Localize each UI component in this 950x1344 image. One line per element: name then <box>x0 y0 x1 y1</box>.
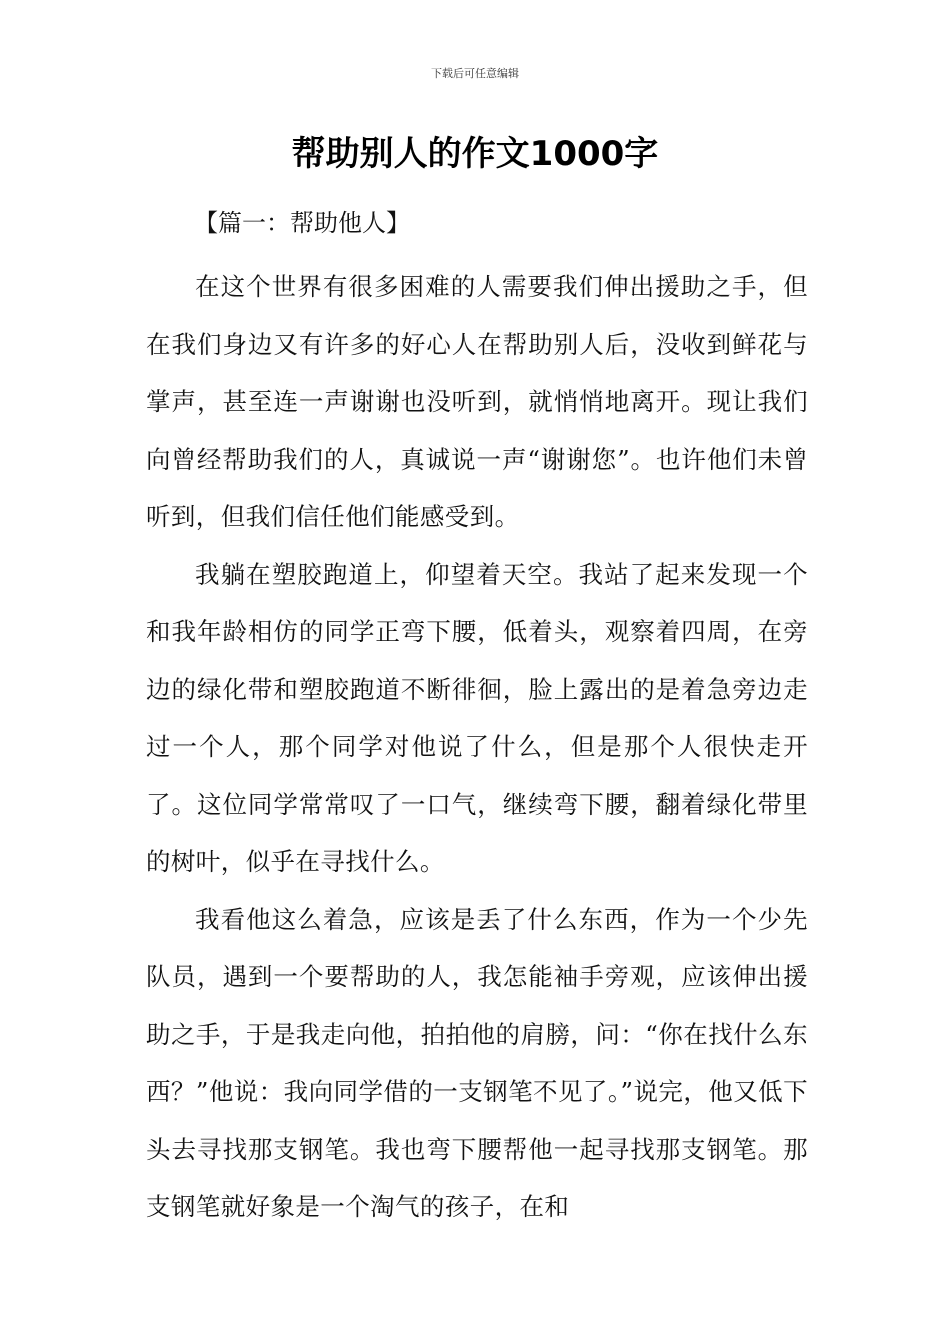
section-heading: 【篇一：帮助他人】 <box>194 209 410 237</box>
header-note: 下载后可任意编辑 <box>431 67 519 80</box>
paragraph-3: 我看他这么着急，应该是丢了什么东西，作为一个少先队员，遇到一个要帮助的人，我怎能袖手旁观，应该伸出援助之手，于是我走向他，拍拍他的肩膀，问：“你在找什么东西？”他说：我向同学借的一支钢笔不见了。”说完，他又低下头去寻找那支钢笔。我也弯下腰帮他一起寻找那支钢笔。那支钢笔就好象是一个淘气的孩子，在和 <box>146 904 808 1221</box>
paragraph-1: 在这个世界有很多困难的人需要我们伸出援助之手，但在我们身边又有许多的好心人在帮助别人后，没收到鲜花与掌声，甚至连一声谢谢也没听到，就悄悄地离开。现让我们向曾经帮助我们的人，真诚说一声“谢谢您”。也许他们未曾听到，但我们信任他们能感受到。 <box>146 272 808 531</box>
paragraph-2: 我躺在塑胶跑道上，仰望着天空。我站了起来发现一个和我年龄相仿的同学正弯下腰，低着头，观察着四周，在旁边的绿化带和塑胶跑道不断徘徊，脸上露出的是着急旁边走过一个人，那个同学对他说了什么，但是那个人很快走开了。这位同学常常叹了一口气，继续弯下腰，翻着绿化带里的树叶，似乎在寻找什么。 <box>146 559 808 876</box>
document-title: 帮助别人的作文1000字 <box>291 134 659 174</box>
body-text <box>146 258 808 1236</box>
